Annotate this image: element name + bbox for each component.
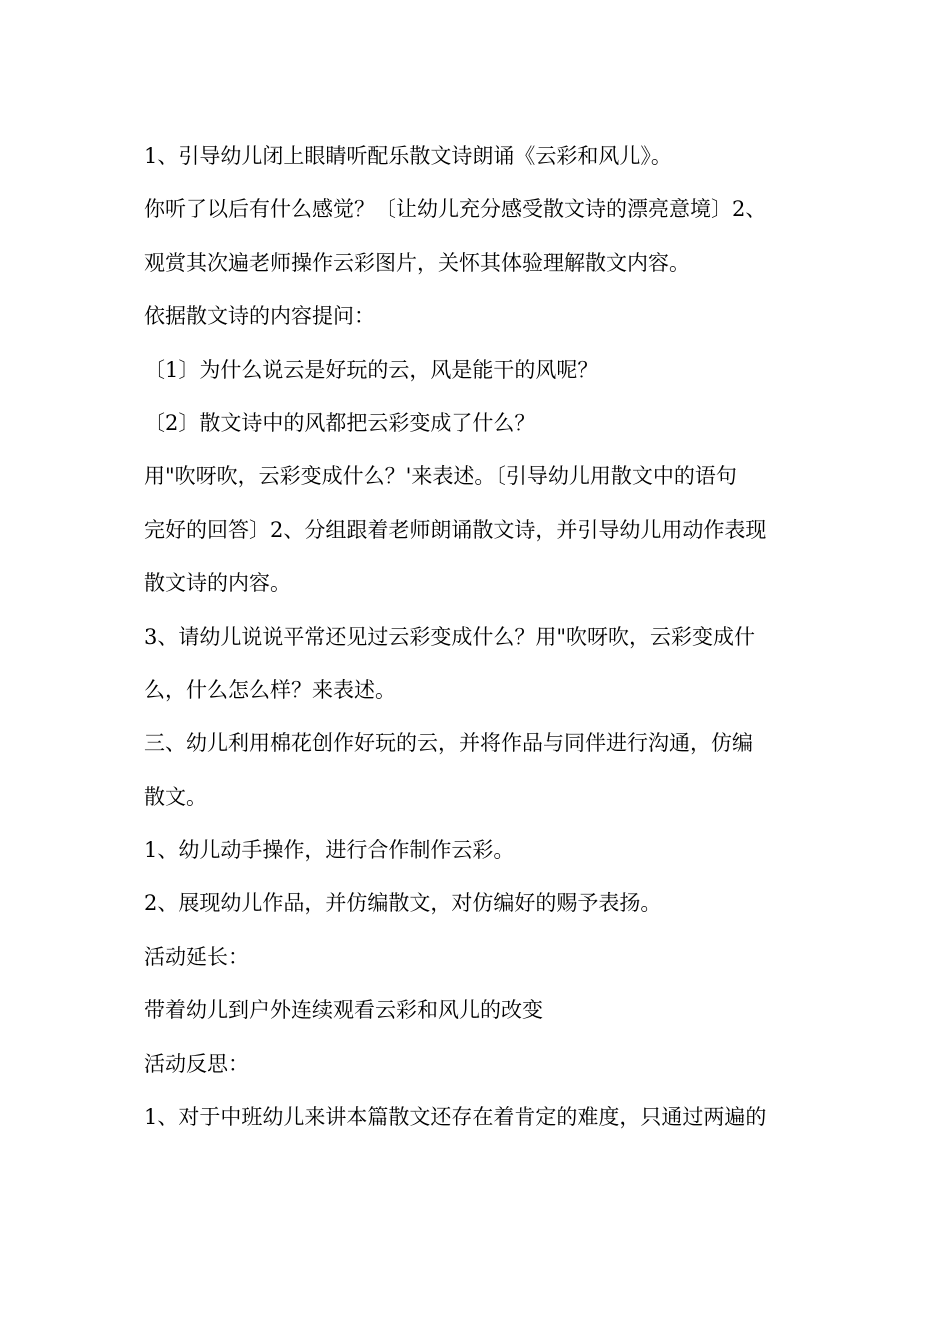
text-line: 活动延长： (144, 944, 249, 969)
text-line: 么，什么怎么样？来表述。 (144, 677, 396, 702)
text-line: 〔2〕散文诗中的风都把云彩变成了什么？ (144, 410, 536, 435)
text-line: 用"吹呀吹，云彩变成什么？'来表述。〔引导幼儿用散文中的语句 (144, 464, 737, 489)
text-line: 散文诗的内容。 (144, 571, 291, 596)
text-line: 1、引导幼儿闭上眼睛听配乐散文诗朗诵《云彩和风儿》。 (144, 144, 672, 168)
text-line: 1、幼儿动手操作，进行合作制作云彩。 (144, 838, 515, 863)
text-line: 观赏其次遍老师操作云彩图片，关怀其体验理解散文内容。 (144, 250, 690, 275)
text-line: 〔1〕为什么说云是好玩的云，风是能干的风呢？ (144, 357, 599, 382)
text-line: 散文。 (144, 784, 207, 809)
text-line: 活动反思： (144, 1051, 249, 1076)
text-line: 完好的回答〕2、分组跟着老师朗诵散文诗，并引导幼儿用动作表现 (144, 517, 767, 542)
text-line: 依据散文诗的内容提问： (144, 304, 375, 329)
text-line: 你听了以后有什么感觉？〔让幼儿充分感受散文诗的漂亮意境〕2、 (144, 197, 767, 222)
document-body (144, 130, 814, 1144)
text-line: 2、展现幼儿作品，并仿编散文，对仿编好的赐予表扬。 (144, 891, 662, 916)
text-line: 三、幼儿利用棉花创作好玩的云，并将作品与同伴进行沟通，仿编 (144, 731, 753, 756)
text-line: 1、对于中班幼儿来讲本篇散文还存在着肯定的难度，只通过两遍的 (144, 1105, 767, 1130)
text-line: 3、请幼儿说说平常还见过云彩变成什么？用"吹呀吹，云彩变成什 (144, 624, 756, 649)
text-line: 带着幼儿到户外连续观看云彩和风儿的改变 (144, 998, 543, 1023)
